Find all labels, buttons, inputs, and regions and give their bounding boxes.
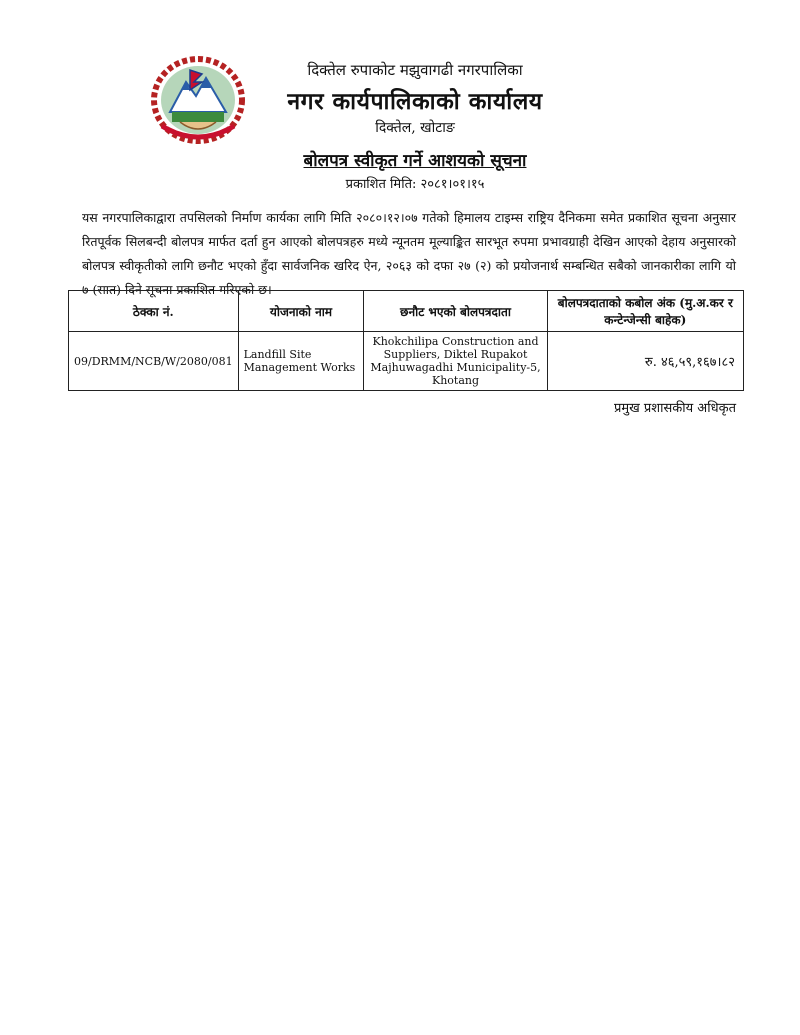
selected-bids-table — [68, 290, 744, 391]
table-header-row — [69, 291, 744, 332]
col-header-contract-no: ठेक्का नं. — [69, 291, 239, 332]
col-header-project: योजनाको नाम — [238, 291, 364, 332]
municipality-name: दिक्तेल रुपाकोट मझुवागढी नगरपालिका — [307, 61, 523, 79]
bidder-cell: Khokchilipa Construction and Suppliers, Diktel Rupakot Majhuwagadhi Municipality-5, Khotang — [364, 332, 547, 391]
notice-title: बोलपत्र स्वीकृत गर्ने आशयको सूचना — [303, 151, 527, 171]
bid-amount-cell: रु. ४६,५९,१६७।८२ — [547, 332, 743, 391]
col-header-amount: बोलपत्रदाताको कबोल अंक (मु.अ.कर र कन्टेन्जेन्सी बाहेक) — [547, 291, 743, 332]
office-name: नगर कार्यपालिकाको कार्यालय — [287, 88, 543, 115]
published-date: प्रकाशित मिति: २०८१।०१।१५ — [345, 177, 485, 192]
project-name-cell: Landfill Site Management Works — [238, 332, 364, 391]
office-location: दिक्तेल, खोटाङ — [375, 120, 455, 136]
signatory-title: प्रमुख प्रशासकीय अधिकृत — [613, 401, 736, 416]
contract-no-cell: 09/DRMM/NCB/W/2080/081 — [69, 332, 239, 391]
col-header-bidder: छनौट भएको बोलपत्रदाता — [364, 291, 547, 332]
notice-body: यस नगरपालिकाद्वारा तपसिलको निर्माण कार्यका लागि मिति २०८०।१२।०७ गतेको हिमालय टाइम्स राष्ट्रिय दैनिकमा समेत प्रकाशित सूचना अनुसार रितपूर्वक सिलबन्दी बोलपत्र मार्फत दर्ता हुन आएको बोलपत्रहरु मध्ये न्यूनतम मूल्याङ्कित सारभूत रुपमा प्रभावग्राही देखिन आएको देहाय अनुसारको बोलपत्र स्वीकृतीको लागि छनौट भएको हुँदा सार्वजनिक खरिद ऐन, २०६३ को दफा २७ (२) को प्रयोजनार्थ सम्बन्धित सबैको जानकारीका लागि यो ७ (सात) दिने सूचना प्रकाशित गरिएको छ। — [82, 210, 736, 297]
table-row — [69, 332, 744, 391]
